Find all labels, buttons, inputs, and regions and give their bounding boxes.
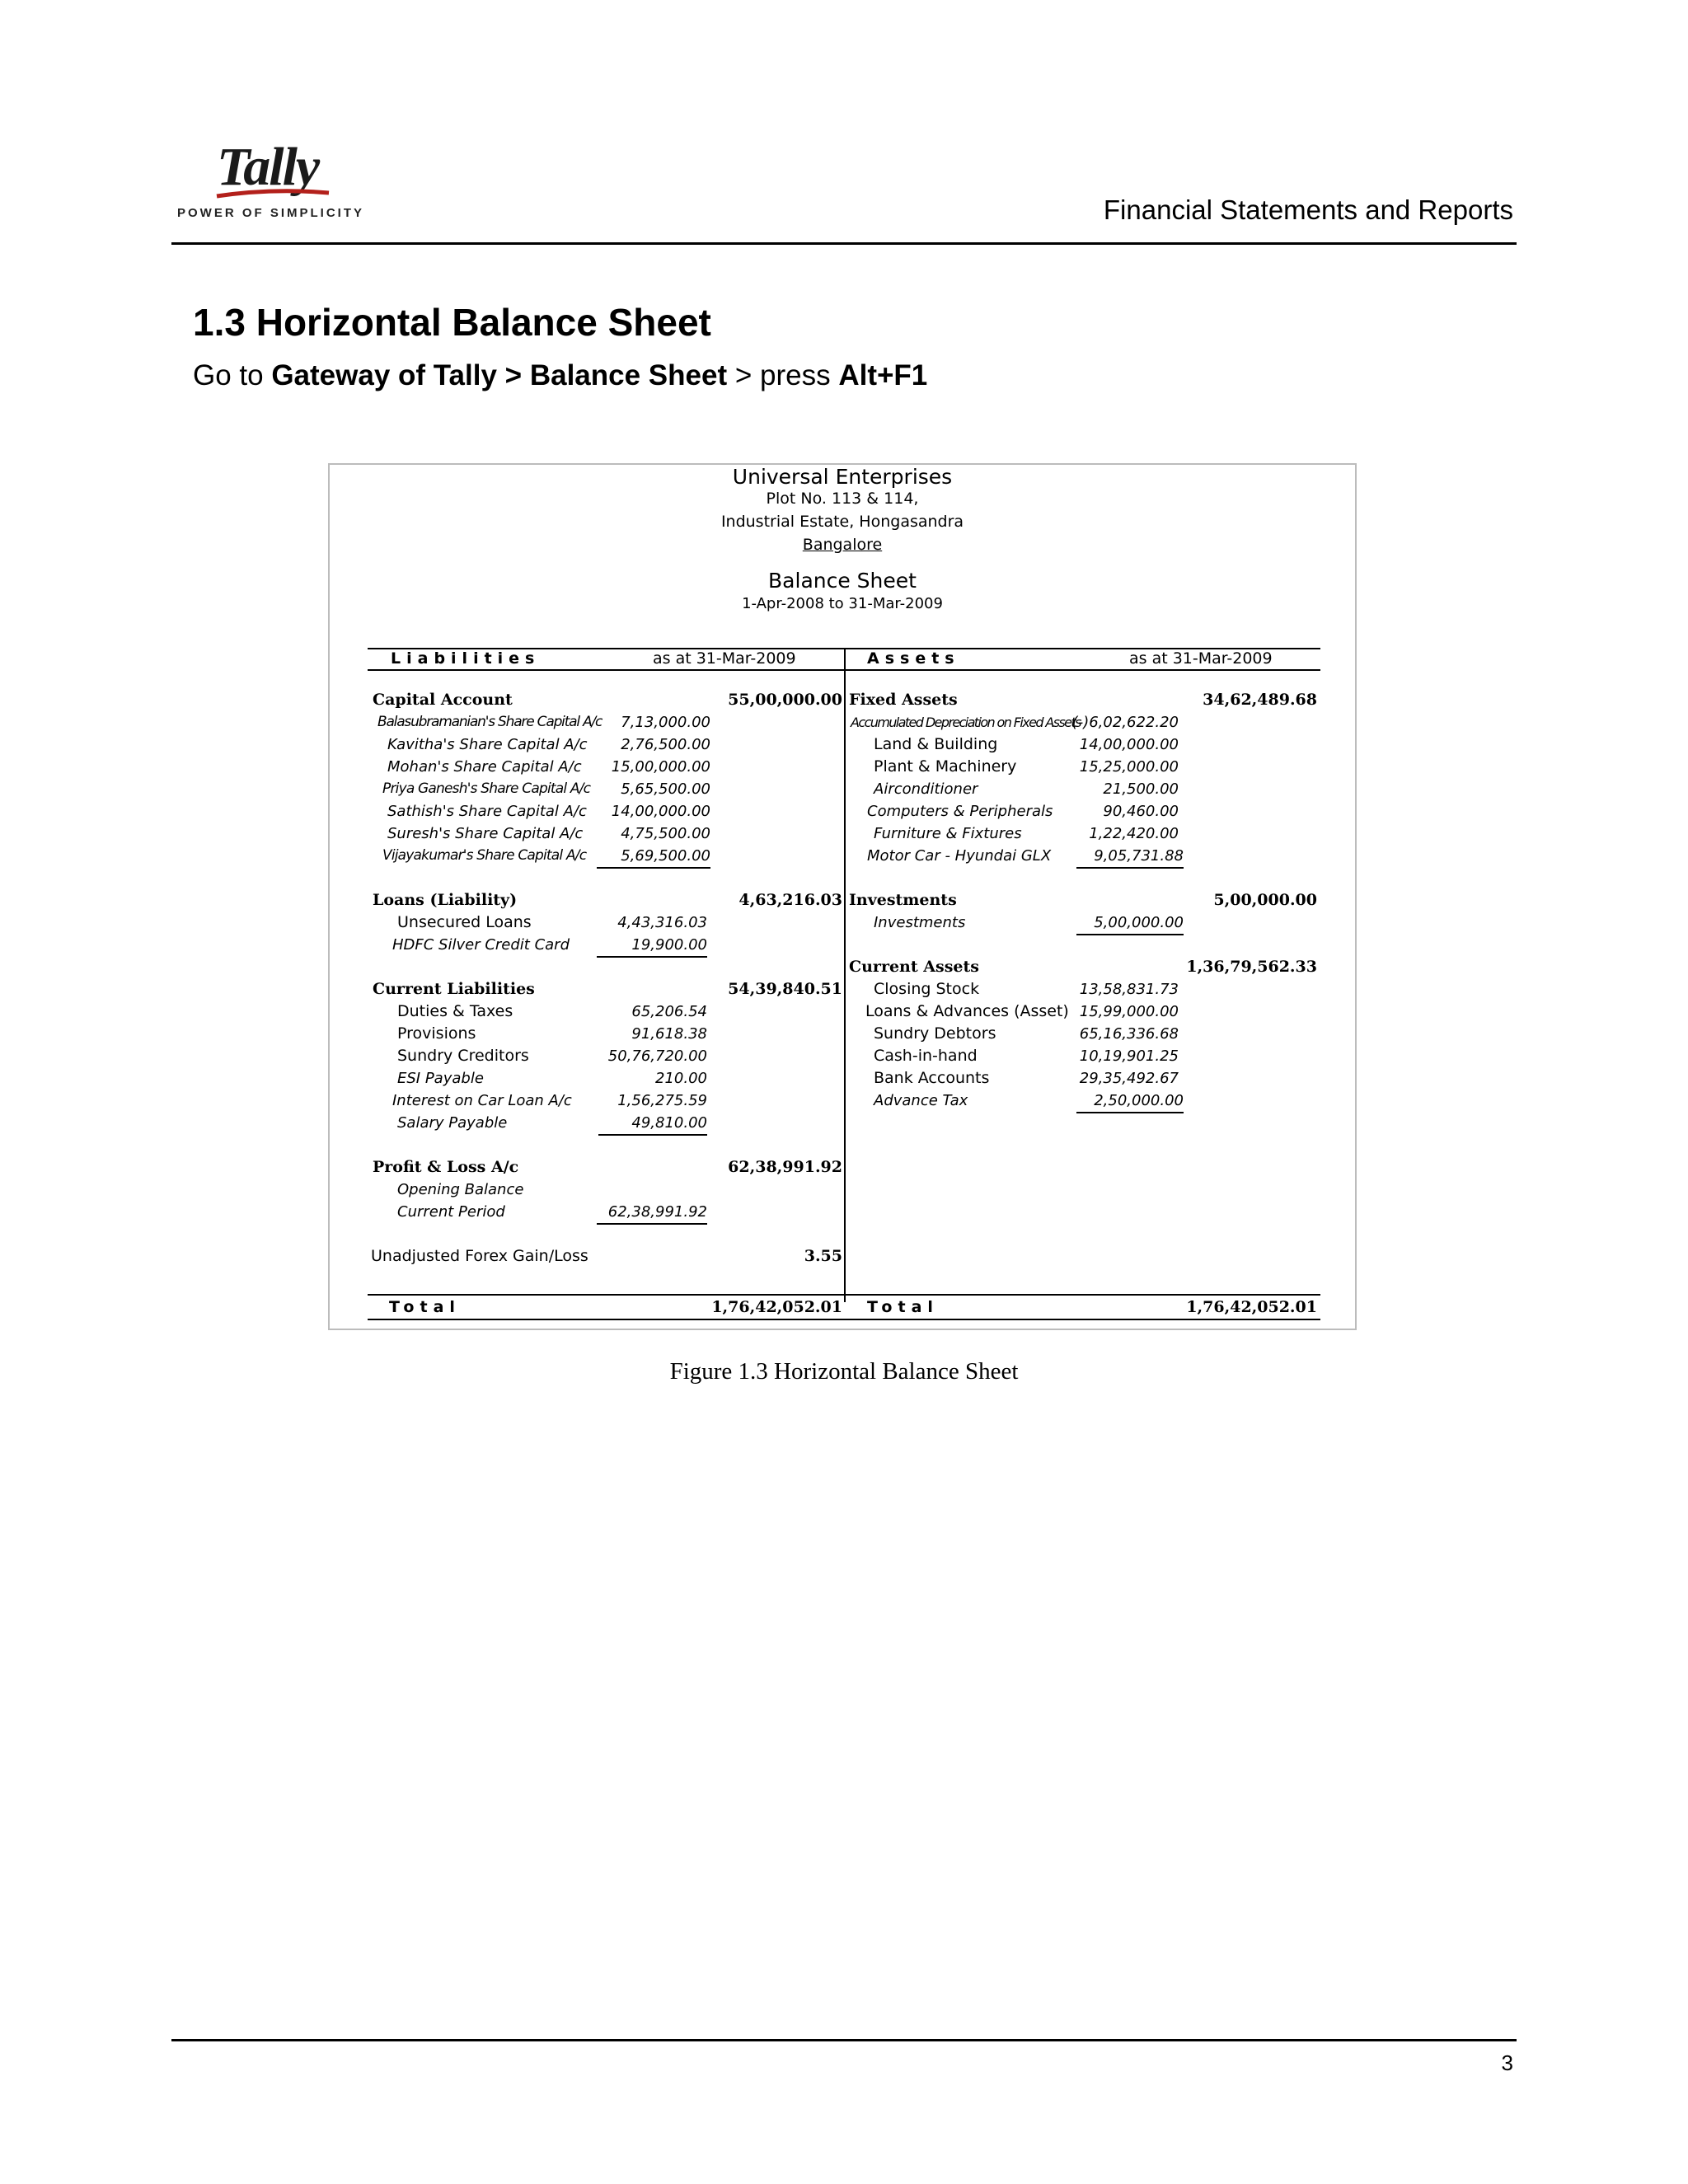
ledger-name: Vijayakumar's Share Capital A/c — [382, 847, 587, 864]
ledger-amount: 62,38,991.92 — [597, 1201, 707, 1225]
group-amount: 34,62,489.68 — [1203, 691, 1317, 709]
ledger-amount: 50,76,720.00 — [607, 1047, 707, 1065]
logo-tagline: POWER OF SIMPLICITY — [177, 206, 365, 220]
liabilities-total-amount: 1,76,42,052.01 — [711, 1298, 842, 1316]
group-amount: 55,00,000.00 — [728, 691, 842, 709]
assets-total-amount: 1,76,42,052.01 — [1186, 1298, 1317, 1316]
instruction-prefix: Go to — [193, 359, 272, 391]
group-amount: 4,63,216.03 — [738, 891, 842, 909]
liabilities-total-label: Total — [389, 1298, 461, 1316]
ledger-amount: 49,810.00 — [598, 1112, 707, 1136]
ledger-amount: 2,50,000.00 — [1076, 1090, 1184, 1113]
group-amount: 5,00,000.00 — [1213, 891, 1317, 909]
ledger-amount: 4,43,316.03 — [617, 914, 707, 931]
ledger-amount: 9,05,731.88 — [1076, 845, 1184, 869]
ledger-amount: 7,13,000.00 — [621, 714, 710, 731]
ledger-amount: (-)6,02,622.20 — [1071, 714, 1179, 731]
ledger-amount: 21,500.00 — [1103, 780, 1179, 798]
ledger-name: Furniture & Fixtures — [874, 825, 1022, 842]
instruction — [193, 359, 927, 392]
ledger-name: Salary Payable — [397, 1114, 508, 1132]
ledger-amount: 4,75,500.00 — [621, 825, 710, 842]
figure-caption: Figure 1.3 Horizontal Balance Sheet — [669, 1358, 1019, 1385]
liabilities-header: Liabilities — [391, 649, 541, 668]
ledger-name: Accumulated Depreciation on Fixed Assets — [851, 715, 1081, 730]
company-name: Universal Enterprises — [732, 465, 953, 489]
ledger-name: Investments — [874, 914, 966, 931]
ledger-amount: 91,618.38 — [631, 1025, 707, 1043]
column-divider — [844, 648, 846, 1302]
instruction-path: Gateway of Tally > Balance Sheet — [271, 359, 728, 391]
group-fixed-assets: Fixed Assets — [849, 691, 958, 709]
group-amount: 1,36,79,562.33 — [1186, 958, 1317, 976]
assets-header: Assets — [867, 649, 960, 668]
ledger-name: Cash-in-hand — [874, 1047, 978, 1065]
balance-sheet-figure — [328, 463, 1357, 1330]
total-top-rule — [368, 1294, 1320, 1296]
group-amount: 54,39,840.51 — [728, 980, 842, 998]
ledger-name: Plant & Machinery — [874, 757, 1017, 776]
group-profit-loss: Profit & Loss A/c — [373, 1158, 519, 1176]
ledger-amount: 65,16,336.68 — [1079, 1025, 1179, 1043]
ledger-name: Priya Ganesh's Share Capital A/c — [382, 780, 591, 797]
ledger-name: ESI Payable — [397, 1070, 484, 1087]
ledger-amount: 10,19,901.25 — [1079, 1047, 1179, 1065]
header-title: Financial Statements and Reports — [1103, 194, 1513, 225]
ledger-name: Airconditioner — [874, 780, 978, 798]
ledger-amount: 15,25,000.00 — [1079, 758, 1179, 776]
ledger-amount: 13,58,831.73 — [1079, 981, 1179, 998]
footer-divider — [171, 2039, 1517, 2041]
group-current-assets: Current Assets — [849, 958, 979, 976]
ledger-amount: 15,99,000.00 — [1079, 1003, 1179, 1020]
group-capital-account: Capital Account — [373, 691, 513, 709]
company-address-line2: Industrial Estate, Hongasandra — [720, 513, 964, 531]
liabilities-date-header: as at 31-Mar-2009 — [653, 649, 796, 668]
ledger-amount: 19,900.00 — [597, 934, 707, 958]
instruction-mid: > press — [727, 359, 839, 391]
ledger-amount: 14,00,000.00 — [611, 803, 710, 820]
logo-swoosh-icon — [215, 188, 331, 199]
group-loans-liability: Loans (Liability) — [373, 891, 518, 909]
total-bottom-rule — [368, 1319, 1320, 1320]
company-address-line1: Plot No. 113 & 114, — [766, 490, 919, 508]
ledger-name: Sundry Debtors — [874, 1024, 996, 1043]
ledger-amount: 1,22,420.00 — [1089, 825, 1179, 842]
ledger-name: Duties & Taxes — [397, 1002, 513, 1020]
ledger-name: Computers & Peripherals — [867, 803, 1053, 820]
ledger-amount: 90,460.00 — [1103, 803, 1179, 820]
assets-total-label: Total — [867, 1298, 939, 1316]
header-bottom-rule — [368, 669, 1320, 671]
instruction-key: Alt+F1 — [838, 359, 928, 391]
ledger-name: Provisions — [397, 1024, 476, 1043]
ledger-amount: 1,56,275.59 — [617, 1092, 707, 1109]
ledger-amount: 210.00 — [655, 1070, 707, 1087]
forex-amount: 3.55 — [804, 1247, 842, 1265]
ledger-name: Advance Tax — [874, 1092, 968, 1109]
ledger-amount: 29,35,492.67 — [1079, 1070, 1179, 1087]
ledger-name: Closing Stock — [874, 980, 980, 998]
ledger-amount: 2,76,500.00 — [621, 736, 710, 753]
ledger-name: Opening Balance — [397, 1181, 524, 1198]
ledger-name: Loans & Advances (Asset) — [865, 1002, 1069, 1020]
ledger-name: Unsecured Loans — [397, 913, 532, 931]
ledger-amount: 15,00,000.00 — [611, 758, 710, 776]
ledger-name: Interest on Car Loan A/c — [392, 1092, 572, 1109]
ledger-name: Sundry Creditors — [397, 1047, 529, 1065]
report-title: Balance Sheet — [768, 569, 917, 593]
ledger-amount: 5,00,000.00 — [1076, 912, 1184, 935]
ledger-amount: 5,69,500.00 — [597, 845, 710, 869]
group-investments: Investments — [849, 891, 957, 909]
ledger-name: Kavitha's Share Capital A/c — [387, 736, 588, 753]
ledger-name: Current Period — [397, 1203, 505, 1221]
ledger-amount: 65,206.54 — [631, 1003, 707, 1020]
section-title: 1.3 Horizontal Balance Sheet — [193, 301, 711, 344]
report-period: 1-Apr-2008 to 31-Mar-2009 — [742, 595, 943, 612]
ledger-name: Suresh's Share Capital A/c — [387, 825, 584, 842]
group-amount: 62,38,991.92 — [728, 1158, 842, 1176]
logo-wordmark: Tally — [217, 137, 319, 197]
tally-logo — [177, 137, 367, 223]
company-address-line3: Bangalore — [802, 536, 883, 554]
ledger-name: HDFC Silver Credit Card — [392, 936, 570, 954]
forex-gain-loss: Unadjusted Forex Gain/Loss — [371, 1247, 588, 1265]
ledger-name: Motor Car - Hyundai GLX — [867, 847, 1052, 865]
header-divider — [171, 242, 1517, 245]
assets-date-header: as at 31-Mar-2009 — [1129, 649, 1273, 668]
group-current-liabilities: Current Liabilities — [373, 980, 535, 998]
ledger-name: Land & Building — [874, 735, 998, 753]
ledger-name: Sathish's Share Capital A/c — [387, 803, 587, 820]
ledger-name: Balasubramanian's Share Capital A/c — [377, 714, 603, 730]
page-number: 3 — [1501, 2050, 1513, 2075]
ledger-name: Mohan's Share Capital A/c — [387, 758, 582, 776]
ledger-amount: 5,65,500.00 — [621, 780, 710, 798]
ledger-amount: 14,00,000.00 — [1079, 736, 1179, 753]
ledger-name: Bank Accounts — [874, 1069, 990, 1087]
